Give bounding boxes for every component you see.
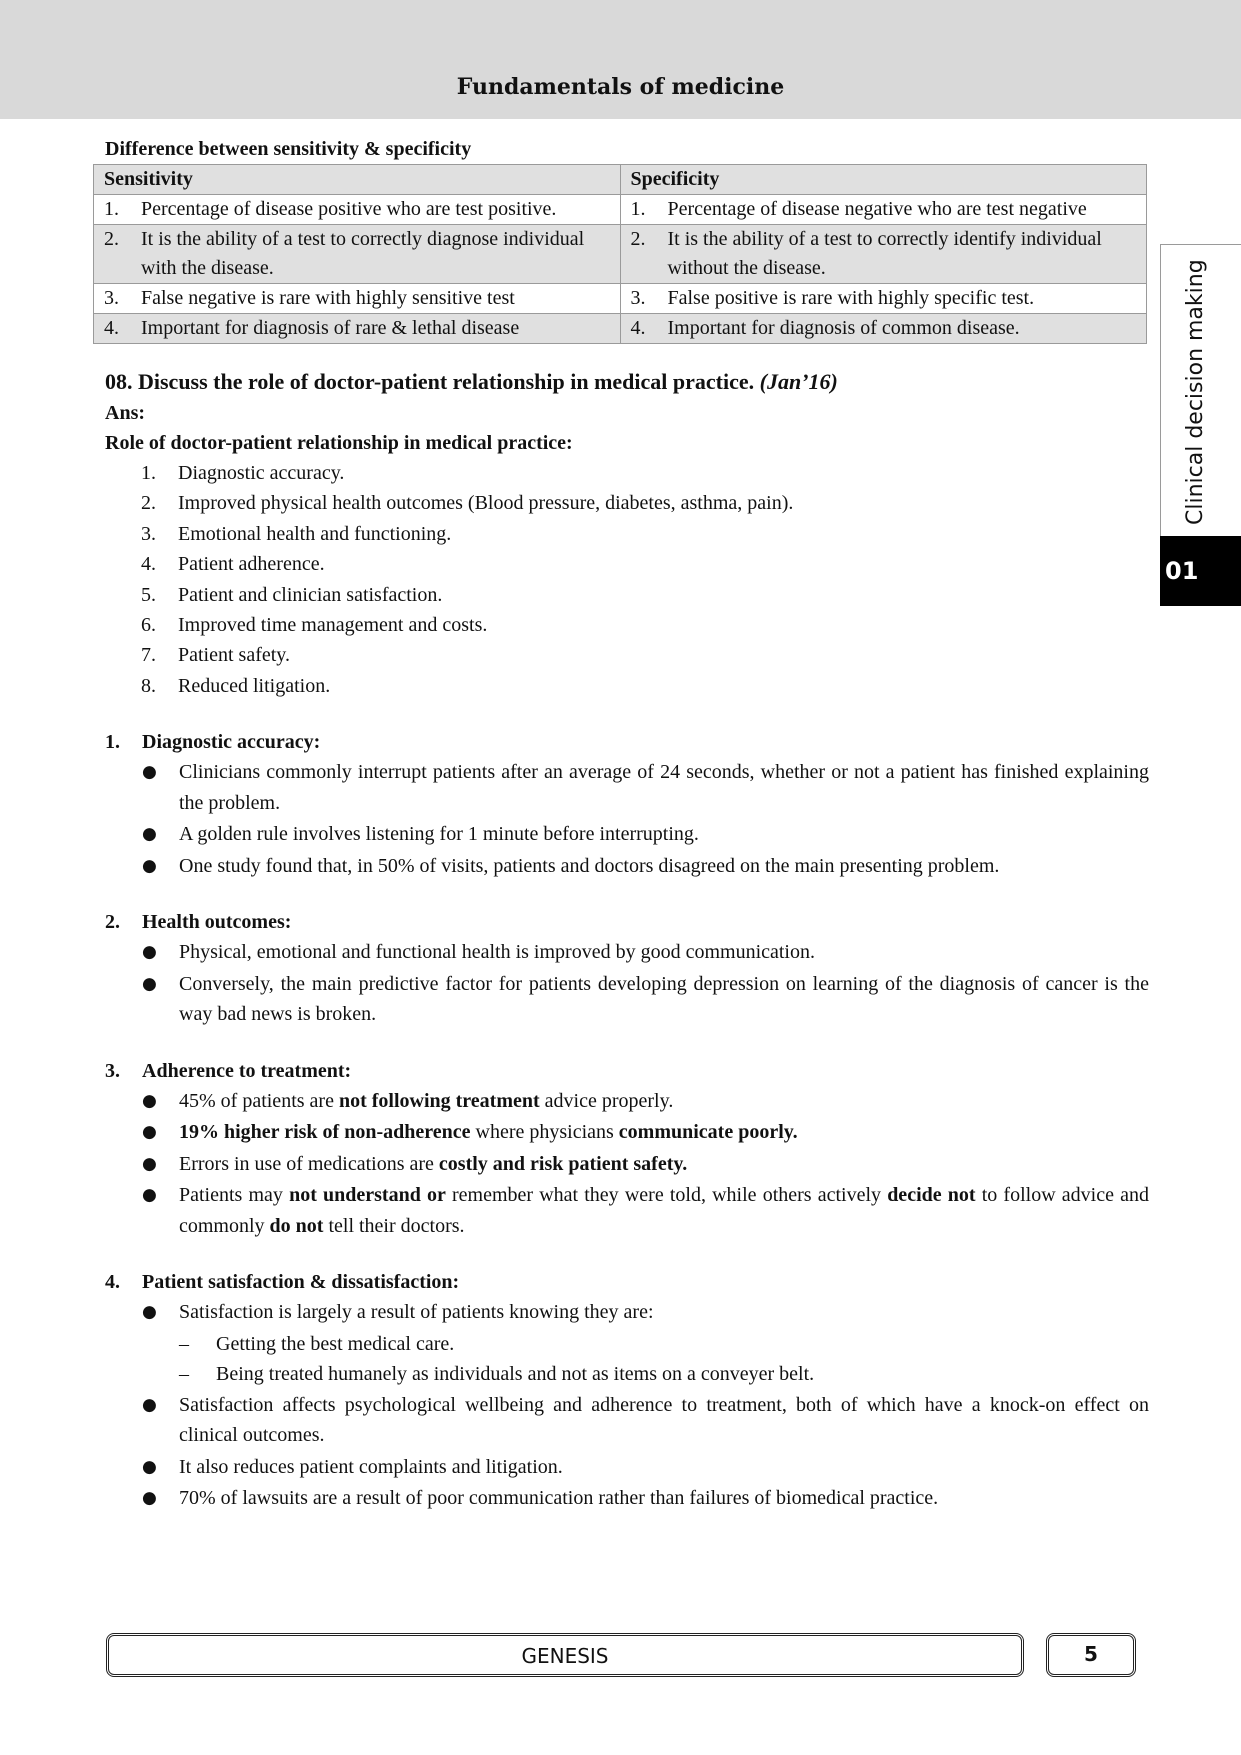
- sub-list-text: Being treated humanely as individuals and not as items on a conveyer belt.: [216, 1363, 815, 1386]
- chapter-side-tab-label: Clinical decision making: [1183, 259, 1208, 525]
- list-item-number: 6.: [141, 614, 156, 637]
- footer-publisher: GENESIS: [521, 1644, 609, 1668]
- sections: [93, 727, 1149, 1514]
- question-date: (Jan’16): [759, 369, 838, 394]
- bullet-icon: ●: [142, 1456, 157, 1477]
- list-item-text: Reduced litigation.: [178, 674, 331, 697]
- list-item-number: 1.: [141, 462, 156, 484]
- section-heading: [105, 727, 1149, 757]
- list-item-text: Patient and clinician satisfaction.: [178, 583, 443, 606]
- bullet-list: [93, 937, 1149, 1030]
- section-heading: [105, 907, 1149, 937]
- list-item: [141, 580, 1149, 610]
- bullet-text: [179, 1086, 1149, 1117]
- bullet-icon: ●: [142, 1302, 157, 1323]
- bullet-icon: ●: [142, 1090, 157, 1111]
- bullet-list: [93, 757, 1149, 881]
- list-item-number: 3.: [141, 522, 156, 545]
- question-text: 08. Discuss the role of doctor-patient relationship in medical practice.: [105, 369, 755, 394]
- section-title: Health outcomes:: [142, 911, 292, 934]
- list-item-number: 8.: [141, 674, 156, 697]
- bullet-icon: ●: [142, 1488, 157, 1509]
- bullet-item: [142, 1452, 1149, 1483]
- emphasis-text: do not: [269, 1214, 324, 1237]
- list-item: [141, 488, 1149, 518]
- bullet-text: One study found that, in 50% of visits, patients and doctors disagreed on the main presenting problem.: [179, 854, 1000, 877]
- bullet-text: Satisfaction is largely a result of patients knowing they are:: [179, 1301, 654, 1324]
- role-list: [93, 458, 1149, 701]
- dash-icon: –: [179, 1363, 189, 1386]
- bullet-icon: ●: [142, 942, 157, 963]
- sub-list-item: [179, 1359, 1149, 1390]
- emphasis-text: not following treatment: [338, 1089, 540, 1112]
- list-item-number: 7.: [141, 644, 156, 667]
- emphasis-text: communicate poorly.: [618, 1121, 798, 1144]
- page-header-title: Fundamentals of medicine: [456, 74, 785, 100]
- sub-list-item: [179, 1329, 1149, 1360]
- bullet-item: [142, 1390, 1149, 1451]
- table-row: [94, 225, 1147, 284]
- row-number: 2.: [630, 228, 646, 250]
- bullet-icon: ●: [142, 1153, 157, 1174]
- table-cell: Percentage of disease negative who are test negative: [667, 198, 1087, 220]
- row-number: 1.: [104, 198, 119, 220]
- section-heading: [105, 1267, 1149, 1297]
- list-item-text: Emotional health and functioning.: [178, 522, 452, 545]
- chapter-number: 01: [1160, 536, 1241, 606]
- section-title: Adherence to treatment:: [142, 1059, 352, 1082]
- bullet-icon: ●: [142, 1122, 157, 1143]
- bullet-text: [179, 1180, 1149, 1241]
- role-heading: Role of doctor-patient relationship in medical practice:: [105, 432, 573, 454]
- section: [93, 1267, 1149, 1514]
- table-cell: It is the ability of a test to correctly diagnose individual with the disease.: [141, 228, 585, 279]
- list-item: [141, 519, 1149, 549]
- bullet-text: Physical, emotional and functional health is improved by good communication.: [179, 941, 815, 964]
- bullet-item: [142, 969, 1149, 1030]
- list-item: [141, 610, 1149, 640]
- bullet-text-segment: Patients may: [179, 1184, 290, 1207]
- bullet-item: [142, 851, 1149, 882]
- list-item: [141, 458, 1149, 488]
- footer-publisher-box: [106, 1633, 1024, 1677]
- header-band: [0, 0, 1241, 119]
- table-header-specificity: Specificity: [620, 165, 1147, 195]
- answer-label: Ans:: [105, 402, 146, 424]
- row-number: 2.: [104, 228, 119, 250]
- row-number: 4.: [630, 317, 646, 339]
- list-item: [141, 549, 1149, 579]
- bullet-item: [142, 1149, 1149, 1180]
- bullet-text: Conversely, the main predictive factor for patients developing depression on learning of the diagnosis of cancer is the way bad news is broken.: [179, 972, 1149, 1026]
- page-number: 5: [1084, 1642, 1098, 1666]
- bullet-icon: ●: [142, 824, 157, 845]
- bullet-icon: ●: [142, 1394, 157, 1415]
- bullet-item: [142, 937, 1149, 968]
- row-number: 3.: [630, 287, 646, 309]
- bullet-text: It also reduces patient complaints and litigation.: [179, 1455, 563, 1478]
- list-item-text: Patient safety.: [178, 644, 291, 667]
- table-row: [94, 195, 1147, 225]
- table-row: [94, 284, 1147, 314]
- table-cell: Percentage of disease positive who are test positive.: [141, 198, 557, 220]
- bullet-item: [142, 757, 1149, 818]
- page-number-box: [1046, 1633, 1136, 1677]
- section-title: Patient satisfaction & dissatisfaction:: [142, 1271, 460, 1294]
- dash-icon: –: [179, 1332, 189, 1355]
- list-item-text: Diagnostic accuracy.: [178, 462, 345, 484]
- bullet-text: Clinicians commonly interrupt patients after an average of 24 seconds, whether or not a patient has finished explaining the problem.: [179, 761, 1149, 814]
- question-title: [105, 366, 1149, 398]
- bullet-icon: ●: [142, 762, 157, 783]
- list-item-text: Patient adherence.: [178, 553, 325, 576]
- list-item-number: 2.: [141, 492, 156, 515]
- bullet-text-segment: 45% of patients are: [179, 1089, 339, 1112]
- emphasis-text: 19% higher risk of non-adherence: [179, 1121, 471, 1144]
- list-item-text: Improved time management and costs.: [178, 614, 488, 637]
- section-number: 2.: [105, 911, 120, 934]
- bullet-text-segment: remember what they were told, while others actively: [445, 1184, 888, 1207]
- table-cell: It is the ability of a test to correctly identify individual without the disease.: [667, 228, 1102, 279]
- bullet-item: [142, 1086, 1149, 1117]
- bullet-text: Satisfaction affects psychological wellbeing and adherence to treatment, both of which have a knock-on effect on clinical outcomes.: [179, 1393, 1149, 1447]
- row-number: 1.: [630, 198, 646, 220]
- section-number: 4.: [105, 1271, 120, 1294]
- sensitivity-specificity-table: [93, 164, 1147, 344]
- bullet-item: [142, 819, 1149, 850]
- bullet-text: A golden rule involves listening for 1 minute before interrupting.: [179, 823, 699, 846]
- list-item: [141, 671, 1149, 701]
- bullet-text: 70% of lawsuits are a result of poor communication rather than failures of biomedical practice.: [179, 1487, 939, 1510]
- bullet-text-segment: advice properly.: [539, 1089, 674, 1112]
- bullet-item: [142, 1483, 1149, 1514]
- list-item-text: Improved physical health outcomes (Blood pressure, diabetes, asthma, pain).: [178, 492, 794, 515]
- list-item: [141, 640, 1149, 670]
- table-row: [94, 314, 1147, 344]
- section: [93, 907, 1149, 1030]
- list-item-number: 5.: [141, 583, 156, 606]
- table-cell: False positive is rare with highly specific test.: [667, 287, 1035, 309]
- list-item-number: 4.: [141, 553, 156, 576]
- section: [93, 1056, 1149, 1242]
- sub-list-text: Getting the best medical care.: [216, 1332, 455, 1355]
- row-number: 3.: [104, 287, 119, 309]
- sub-list: [142, 1329, 1149, 1390]
- section-number: 1.: [105, 731, 120, 754]
- section-number: 3.: [105, 1059, 120, 1082]
- bullet-text-segment: to follow advice and commonly: [179, 1184, 1150, 1237]
- bullet-icon: ●: [142, 973, 157, 994]
- section-heading: [105, 1056, 1149, 1086]
- bullet-item: [142, 1297, 1149, 1328]
- table-cell: Important for diagnosis of rare & lethal disease: [141, 317, 520, 339]
- bullet-text: [179, 1149, 1149, 1180]
- row-number: 4.: [104, 317, 119, 339]
- bullet-text-segment: Errors in use of medications are: [179, 1152, 439, 1175]
- bullet-list: [93, 1297, 1149, 1514]
- bullet-list: [93, 1086, 1149, 1242]
- bullet-item: [142, 1117, 1149, 1148]
- section: [93, 727, 1149, 881]
- bullet-text-segment: tell their doctors.: [323, 1214, 465, 1237]
- bullet-text: [179, 1117, 1149, 1148]
- bullet-icon: ●: [142, 855, 157, 876]
- bullet-icon: ●: [142, 1185, 157, 1206]
- emphasis-text: costly and risk patient safety.: [438, 1152, 688, 1175]
- page-content: [93, 134, 1149, 1515]
- section-title: Diagnostic accuracy:: [142, 731, 321, 754]
- emphasis-text: not understand or: [289, 1184, 446, 1207]
- table-cell: False negative is rare with highly sensitive test: [141, 287, 515, 309]
- bullet-item: [142, 1180, 1149, 1241]
- table-cell: Important for diagnosis of common disease.: [667, 317, 1020, 339]
- bullet-text-segment: where physicians: [470, 1121, 619, 1144]
- table-caption: Difference between sensitivity & specificity: [105, 138, 472, 160]
- table-header-sensitivity: Sensitivity: [94, 165, 621, 195]
- emphasis-text: decide not: [887, 1184, 976, 1207]
